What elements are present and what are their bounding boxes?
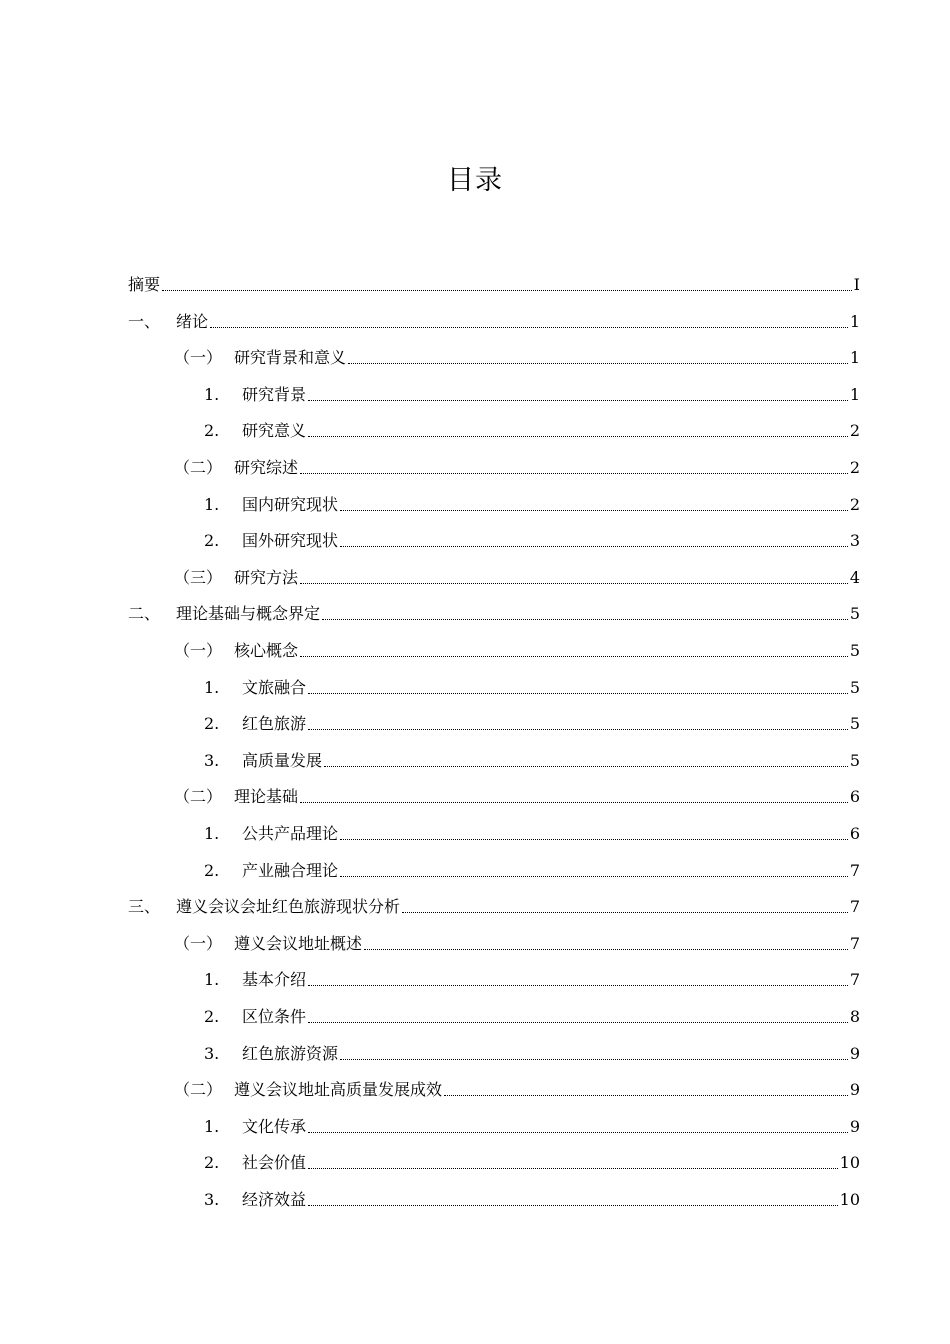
toc-dot-leader [308,436,848,437]
toc-entry-page-number: 5 [849,750,860,770]
toc-entry-page-number: 1 [849,311,860,331]
toc-entry-number: （一） [174,933,223,953]
toc-entry[interactable] [204,674,860,698]
toc-entry-label: 红色旅游 [242,714,307,734]
toc-entry-label: 研究综述 [234,458,299,477]
toc-entry-page-number: 6 [849,787,860,807]
toc-entry-number: 2. [204,860,220,880]
toc-entry-page-number: 5 [849,714,860,734]
toc-entry-number: 1. [204,824,220,843]
toc-dot-leader [308,1022,848,1023]
toc-entry[interactable] [128,308,860,332]
toc-dot-leader [300,656,848,657]
toc-entry-number: 2. [204,421,220,441]
toc-entry-label: 摘要 [128,275,161,294]
toc-entry-label: 社会价值 [242,1153,307,1173]
toc-entry-label: 国内研究现状 [242,494,339,514]
toc-entry-number: 1. [204,677,220,697]
toc-entry-number: 3. [204,1043,220,1063]
toc-entry-number: （二） [174,787,223,807]
toc-dot-leader [300,802,848,803]
toc-entry-label: 理论基础与概念界定 [176,604,321,624]
toc-entry-number: 2. [204,531,220,551]
toc-entry-label: 核心概念 [234,641,299,660]
toc-entry-page-number: I [853,275,860,294]
toc-entry[interactable] [204,1149,860,1173]
toc-entry-label: 理论基础 [234,787,299,807]
toc-dot-leader [364,949,848,950]
toc-entry[interactable] [174,930,860,954]
toc-entry[interactable] [128,893,860,917]
toc-entry-page-number: 7 [849,933,860,953]
toc-entry-page-number: 1 [849,384,860,404]
toc-dot-leader [340,1059,848,1060]
toc-entry-number: 3. [204,750,220,770]
toc-entry-page-number: 10 [839,1153,860,1173]
toc-dot-leader [324,766,848,767]
toc-dot-leader [340,839,848,840]
toc-dot-leader [300,473,848,474]
toc-entry[interactable] [204,381,860,405]
toc-entry-page-number: 7 [849,970,860,990]
toc-entry-label: 经济效益 [242,1190,307,1209]
toc-entry[interactable] [174,637,860,661]
toc-dot-leader [308,693,848,694]
toc-entry[interactable] [204,1003,860,1027]
toc-entry-label: 研究意义 [242,421,307,441]
toc-entry-page-number: 9 [849,1116,860,1136]
toc-entry-number: 2. [204,714,220,734]
toc-entry-label: 红色旅游资源 [242,1043,339,1063]
toc-entry[interactable] [174,1076,860,1100]
toc-dot-leader [308,1168,838,1169]
toc-entry[interactable] [204,1113,860,1137]
toc-entry-number: （一） [174,348,223,368]
toc-entry-label: 产业融合理论 [242,860,339,880]
toc-entry-label: 遵义会议会址红色旅游现状分析 [176,897,401,917]
toc-entry-number: （二） [174,1080,223,1100]
toc-entry-label: 绪论 [176,311,209,331]
toc-dot-leader [444,1095,848,1096]
toc-entry-label: 国外研究现状 [242,531,339,551]
toc-entry-page-number: 7 [849,860,860,880]
toc-entry-label: 高质量发展 [242,750,323,770]
page-title: 目录 [447,165,503,196]
toc-entry-page-number: 2 [849,421,860,441]
toc-entry-label: 文化传承 [242,1116,307,1136]
toc-entry[interactable] [204,491,860,515]
toc-entry-number: 2. [204,1007,220,1026]
toc-dot-leader [340,510,848,511]
toc-entry[interactable] [204,1186,860,1210]
toc-entry-label: 研究背景和意义 [234,348,347,368]
toc-entry-label: 研究方法 [234,567,299,587]
toc-entry[interactable] [128,600,860,624]
toc-entry[interactable] [204,966,860,990]
toc-entry-page-number: 4 [849,567,860,587]
toc-dot-leader [308,1205,838,1206]
toc-entry-number: （一） [174,641,223,660]
toc-entry-number: 一、 [128,311,161,331]
toc-entry-page-number: 8 [849,1007,860,1026]
toc-entry[interactable] [174,564,860,588]
toc-dot-leader [322,619,848,620]
toc-dot-leader [210,327,848,328]
toc-entry[interactable] [128,271,860,295]
toc-dot-leader [162,290,852,291]
toc-entry-label: 文旅融合 [242,677,307,697]
toc-entry-number: （二） [174,458,223,477]
toc-entry-page-number: 5 [849,677,860,697]
toc-entry-label: 公共产品理论 [242,824,339,843]
toc-entry-label: 遵义会议地址概述 [234,933,363,953]
toc-entry[interactable] [204,417,860,441]
toc-entry[interactable] [174,454,860,478]
toc-entry[interactable] [204,710,860,734]
toc-entry[interactable] [204,820,860,844]
toc-entry[interactable] [204,857,860,881]
toc-entry-page-number: 3 [849,531,860,551]
toc-entry-page-number: 6 [849,824,860,843]
toc-entry-number: 1. [204,384,220,404]
toc-entry-number: 1. [204,970,220,990]
toc-entry-number: 2. [204,1153,220,1173]
toc-entry[interactable] [204,527,860,551]
toc-entry-number: 3. [204,1190,220,1209]
toc-entry[interactable] [174,783,860,807]
toc-entry-page-number: 9 [849,1043,860,1063]
toc-entry-number: 1. [204,1116,220,1136]
toc-entry-number: 二、 [128,604,161,624]
toc-entry-number: 三、 [128,897,161,917]
toc-entry-label: 遵义会议地址高质量发展成效 [234,1080,443,1100]
toc-entry-page-number: 5 [849,641,860,660]
toc-dot-leader [340,546,848,547]
toc-entry-page-number: 7 [849,897,860,917]
toc-entry-page-number: 9 [849,1080,860,1100]
toc-entry-label: 基本介绍 [242,970,307,990]
toc-entry[interactable] [174,344,860,368]
toc-entry[interactable] [204,1040,860,1064]
toc-dot-leader [340,876,848,877]
toc-entry-page-number: 10 [839,1190,860,1209]
toc-entry-label: 区位条件 [242,1007,307,1026]
toc-entry-page-number: 5 [849,604,860,624]
toc-entry-page-number: 2 [849,494,860,514]
toc-entry-number: 1. [204,494,220,514]
toc-dot-leader [348,363,848,364]
toc-entry-label: 研究背景 [242,384,307,404]
toc-dot-leader [308,985,848,986]
toc-entry[interactable] [204,747,860,771]
toc-entry-number: （三） [174,567,223,587]
toc-dot-leader [308,729,848,730]
toc-entry-page-number: 1 [849,348,860,368]
toc-dot-leader [308,400,848,401]
toc-dot-leader [402,912,848,913]
toc-dot-leader [308,1132,848,1133]
toc-dot-leader [300,583,848,584]
toc-entry-page-number: 2 [849,458,860,477]
